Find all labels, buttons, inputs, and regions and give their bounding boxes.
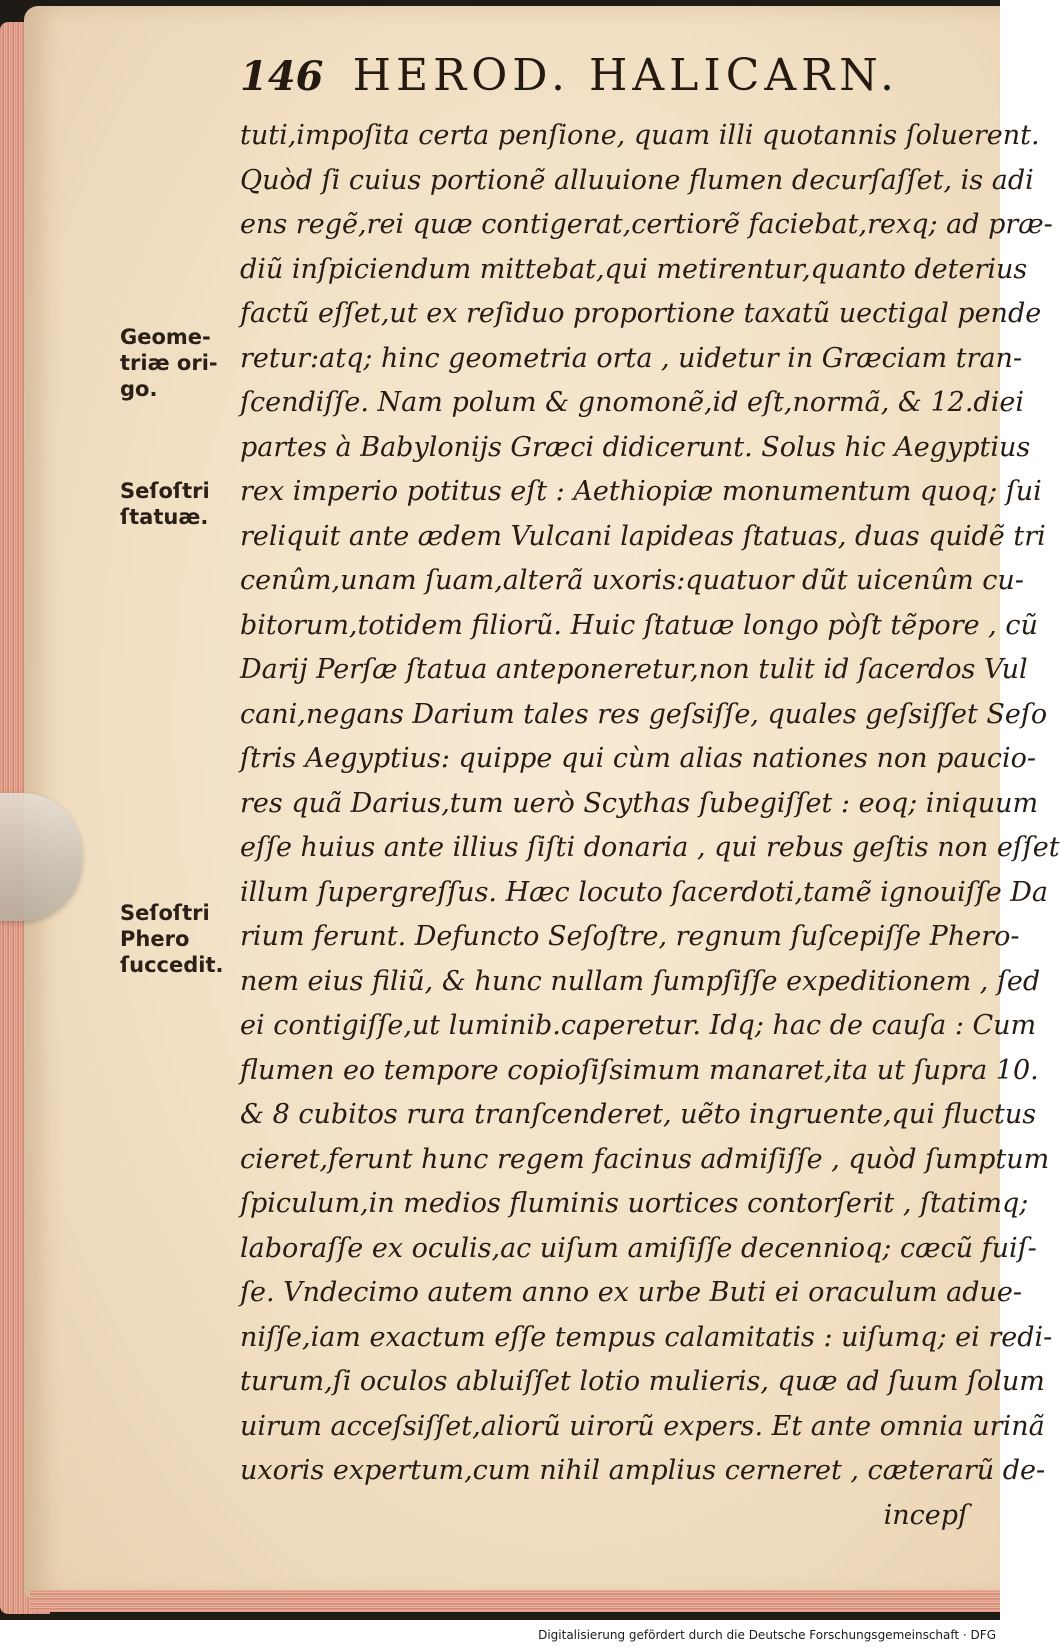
text-line: tuti,impoſita certa penſione, quam illi quotannis ſoluerent.: [240, 120, 1040, 151]
text-line: retur:atq; hinc geometria orta , uidetur in Græciam tran-: [240, 342, 1023, 374]
text-line: cieret,ferunt hunc regem facinus admiſiſſe , quòd ſumptum: [240, 1143, 1050, 1175]
text-line: partes à Babylonijs Græci didicerunt. Solus hic Aegyptius: [240, 431, 1031, 463]
text-line: eſſe huius ante illius ſiſti donaria , qui rebus geſtis non eſſet: [240, 832, 1060, 863]
text-line: bitorum,totidem filiorũ. Huic ſtatuæ longo pòſt tẽpore , cũ: [240, 609, 1038, 641]
text-line: cani,negans Darium tales res geſsiſſe, quales geſsiſſet Seſo: [240, 698, 1048, 730]
marginal-note-succession: [120, 900, 238, 978]
text-line: Quòd ſi cuius portionẽ alluuione flumen decurſaſſet, is adi: [240, 164, 1034, 196]
text-line: res quã Darius,tum uerò Scythas ſubegiſſet : eoq; iniquum: [240, 787, 1039, 819]
text-line: flumen eo tempore copioſiſsimum manaret,ita ut ſupra 10.: [240, 1054, 1039, 1086]
text-line: ſcendiſſe. Nam polum & gnomonẽ,id eſt,normã, & 12.diei: [240, 387, 1024, 418]
marginal-note-line: ſtatuæ.: [120, 505, 209, 529]
running-title: HEROD. HALICARN.: [352, 50, 899, 101]
text-line: diũ inſpiciendum mittebat,qui metirentur,quanto deterius: [240, 253, 1028, 285]
text-line: cenûm,unam ſuam,alterã uxoris:quatuor dũt uicenûm cu-: [240, 565, 1024, 596]
marginal-note-line: Seſoſtri: [120, 901, 210, 925]
text-line: factũ eſſet,ut ex reſiduo proportione taxatũ uectigal pende: [240, 298, 1042, 329]
marginal-note-line: Phero: [120, 927, 190, 951]
text-line: rium ferunt. Defuncto Seſoſtre, regnum ſuſcepiſſe Phero-: [240, 921, 1020, 952]
text-line: turum,ſi oculos abluiſſet lotio mulieris, quæ ad ſuum ſolum: [240, 1366, 1045, 1397]
marginal-note-line: ſuccedit.: [120, 953, 224, 977]
digitization-credit: Digitalisierung gefördert durch die Deutsche Forschungsgemeinschaft · DFG: [538, 1628, 996, 1642]
page-header: [240, 50, 960, 110]
text-line: uxoris expertum,cum nihil amplius cerneret , cæterarũ de-: [240, 1455, 1046, 1486]
marginal-note-statues: [120, 478, 238, 530]
book-bottom-edge: [30, 1590, 1000, 1612]
text-line: ſpiculum,in medios fluminis uortices contorſerit , ſtatimq;: [240, 1188, 1029, 1219]
text-line: ens regẽ,rei quæ contigerat,certiorẽ faciebat,rexq; ad præ-: [240, 209, 1053, 240]
text-line: ei contigiſſe,ut luminib.caperetur. Idq; hac de cauſa : Cum: [240, 1010, 1037, 1041]
marginal-note-line: Seſoſtri: [120, 479, 210, 503]
text-line: reliquit ante ædem Vulcani lapideas ſtatuas, duas quidẽ tri: [240, 520, 1046, 552]
text-line: laboraſſe ex oculis,ac uiſum amiſiſſe decennioq; cæcũ fuiſ-: [240, 1232, 1037, 1264]
text-line: niſſe,iam exactum eſſe tempus calamitatis : uiſumq; ei redi-: [240, 1321, 1053, 1353]
text-line: Darij Perſæ ſtatua anteponeretur,non tulit id ſacerdos Vul: [240, 654, 1028, 685]
text-line: ſtris Aegyptius: quippe qui cùm alias nationes non paucio-: [240, 743, 1037, 774]
marginal-note-line: Geome-: [120, 325, 211, 349]
page-number: 146: [240, 53, 324, 100]
text-line: incepſ: [883, 1499, 968, 1531]
text-line: nem eius filiũ, & hunc nullam ſumpſiſſe expeditionem , ſed: [240, 965, 1041, 997]
text-line: uirum acceſsiſſet,aliorũ uirorũ expers. Et ante omnia urinã: [240, 1410, 1045, 1442]
text-line: illum ſupergreſſus. Hæc locuto ſacerdoti,tamẽ ignouiſſe Da: [240, 876, 1049, 908]
marginal-note-geometry: [120, 324, 238, 402]
text-line: ſe. Vndecimo autem anno ex urbe Buti ei oraculum adue-: [240, 1277, 1022, 1308]
text-line: & 8 cubitos rura tranſcenderet, uẽto ingruente,qui fluctus: [240, 1099, 1037, 1130]
text-line: rex imperio potitus eſt : Aethiopiæ monumentum quoq; ſui: [240, 476, 1042, 507]
marginal-note-line: go.: [120, 377, 158, 401]
marginal-note-line: triæ ori-: [120, 351, 218, 375]
main-text-block: [240, 114, 1060, 1538]
